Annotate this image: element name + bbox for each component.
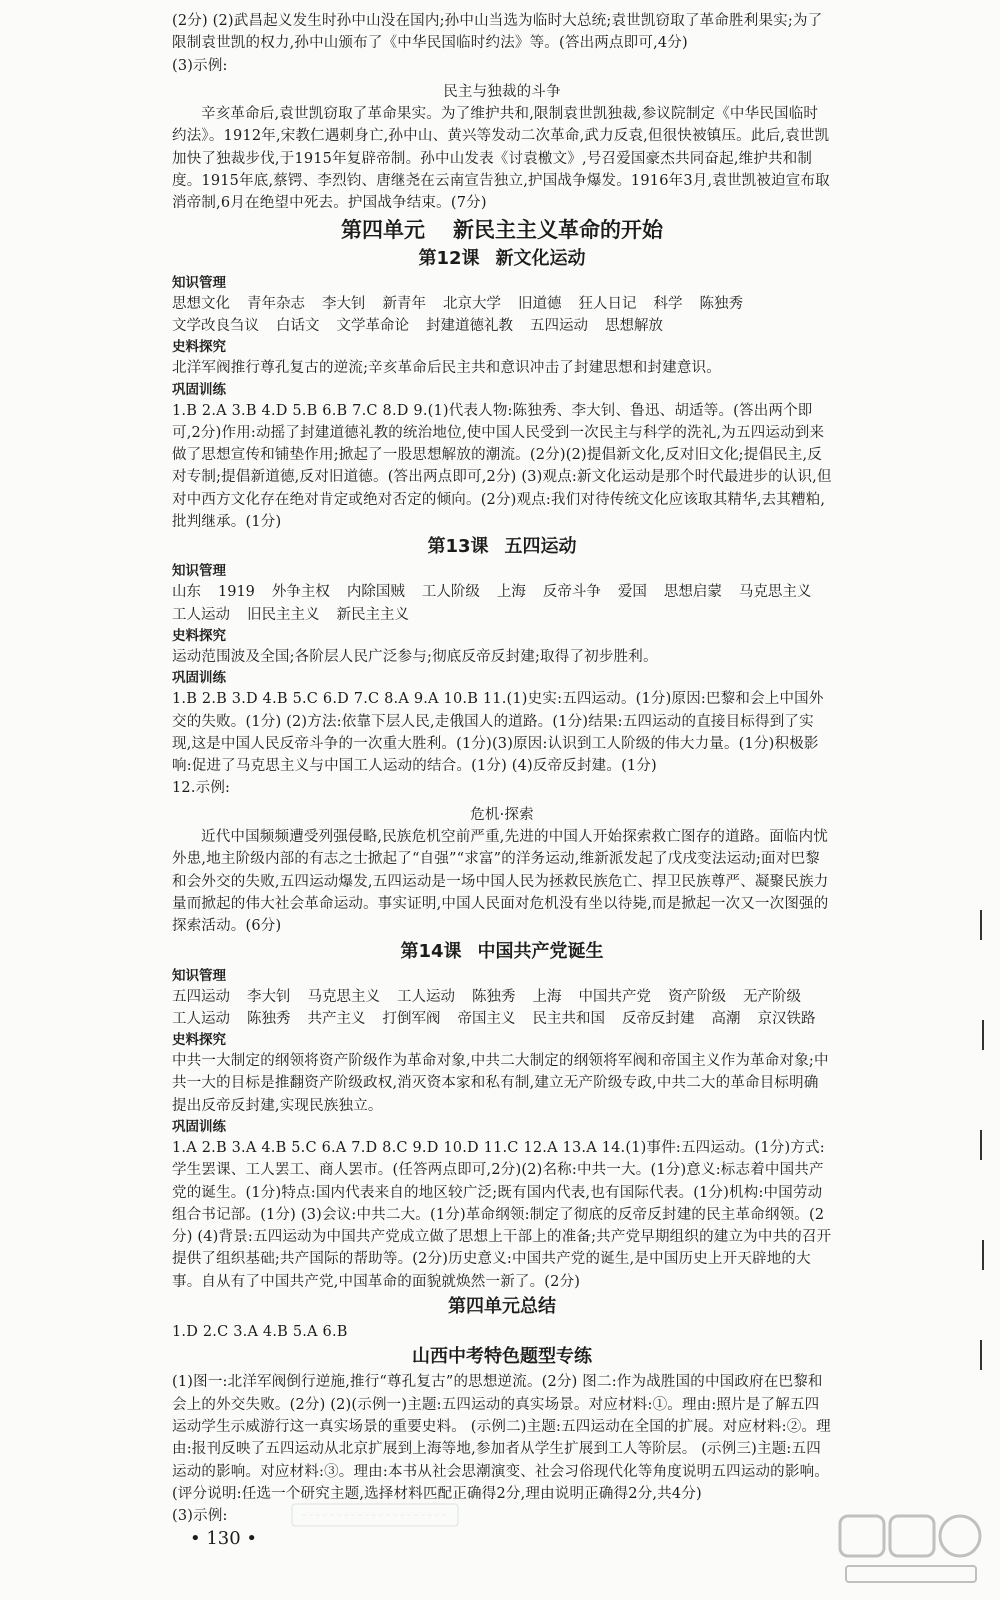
knowledge-term: 思想启蒙 <box>663 584 722 601</box>
special-exercise-example-label: (3)示例: <box>172 1508 228 1525</box>
knowledge-term: 1919 <box>218 584 255 601</box>
knowledge-term: 山东 <box>172 584 201 601</box>
knowledge-term: 旧民主主义 <box>247 606 320 623</box>
l14-practice-heading: 巩固训练 <box>172 1118 226 1135</box>
l12-terms <box>172 293 832 338</box>
knowledge-term: 陈独秀 <box>472 988 516 1005</box>
lesson-12-title: 第12课 新文化运动 <box>418 247 586 269</box>
l14-answers: 1.A 2.B 3.A 4.B 5.C 6.A 7.D 8.C 9.D 10.D 11.C 12.A 13.A 14.(1)事件:五四运动。(1分)方式:学生罢课、工人罢工、商人罢市。(任答两点即可,2分)(2)名称:中共一大。(1分)意义:标志着中国共产党的诞生。(1分)特点:国内代表来自的地区较广泛;既有国内代表,也有国际代表。(1分)机构:中国劳动组合书记部。(1分) (3)会议:中共二大。(1分)革命纲领:制定了彻底的反帝反封建的民主革命纲领。(2分) (4)背景:五四运动为中国共产党成立做了思想上干部上的准备;共产党早期组织的建立为中共的召开提供了组织基础;共产国际的帮助等。(2分)历史意义:中国共产党的诞生,是中国历史上开天辟地的大事。自从有了中国共产党,中国革命的面貌就焕然一新了。(2分) <box>172 1139 832 1290</box>
page-number: • 130 • <box>190 1528 258 1549</box>
l14-source-heading: 史料探究 <box>172 1032 226 1049</box>
knowledge-term: 白话文 <box>276 317 320 334</box>
knowledge-term: 新民主主义 <box>336 606 409 623</box>
l12-knowledge-heading: 知识管理 <box>172 274 226 291</box>
knowledge-term: 中国共产党 <box>578 988 651 1005</box>
essay-text-2: 近代中国频频遭受列强侵略,民族危机空前严重,先进的中国人开始探索救亡图存的道路。面临内忧外患,地主阶级内部的有志之士掀起了“自强”“求富”的洋务运动,维新派发起了戊戌变法运动;面对巴黎和会外交的失败,五四运动爆发,五四运动是一场中国人民为拯救民族危亡、捍卫民族尊严、凝聚民族力量而掀起的伟大社会革命运动。事实证明,中国人民面对危机没有坐以待毙,而是掀起一次又一次图强的探索活动。(6分) <box>172 829 829 935</box>
l13-answers: 1.B 2.B 3.D 4.B 5.C 6.D 7.C 8.A 9.A 10.B 11.(1)史实:五四运动。(1分)原因:巴黎和会上中国外交的失败。(1分) (2)方法:依靠下层人民,走俄国人的道路。(1分)结果:五四运动的直接目标得到了实现,这是中国人民反帝斗争的一次重大胜利。(1分)(3)原因:认识到工人阶级的伟大力量。(1分)积极影响:促进了马克思主义与中国工人运动的结合。(1分) (4)反帝反封建。(1分) <box>172 691 824 775</box>
l13-source-text: 运动范围波及全国;各阶层人民广泛参与;彻底反帝反封建;取得了初步胜利。 <box>172 648 658 665</box>
knowledge-term: 狂人日记 <box>578 295 637 312</box>
knowledge-term: 马克思主义 <box>738 584 812 601</box>
knowledge-term: 上海 <box>496 584 526 601</box>
prev-answer-text: (2分) (2)武昌起义发生时孙中山没在国内;孙中山当选为临时大总统;袁世凯窃取了革命胜利果实;为了限制袁世凯的权力,孙中山颁布了《中华民国临时约法》等。(答出两点即可,4分) <box>172 13 823 52</box>
l12-practice-heading: 巩固训练 <box>172 381 226 398</box>
l13-practice-heading: 巩固训练 <box>172 670 226 687</box>
knowledge-term: 工人运动 <box>397 988 455 1005</box>
knowledge-term: 文学改良刍议 <box>172 317 259 334</box>
knowledge-term: 反帝反封建 <box>622 1010 695 1027</box>
l12-source-heading: 史料探究 <box>172 339 226 356</box>
knowledge-term: 帝国主义 <box>457 1010 516 1027</box>
knowledge-term: 工人阶级 <box>421 584 480 601</box>
essay-text-1: 辛亥革命后,袁世凯窃取了革命果实。为了维护共和,限制袁世凯独裁,参议院制定《中华民国临时约法》。1912年,宋教仁遇刺身亡,孙中山、黄兴等发动二次革命,武力反袁,但很快被镇压。此后,袁世凯加快了独裁步伐,于1915年复辟帝制。孙中山发表《讨袁檄文》,号召爱国豪杰共同奋起,维护共和制度。1915年底,蔡锷、李烈钧、唐继尧在云南宣告独立,护国战争爆发。1916年3月,袁世凯被迫宣布取消帝制,6月在绝望中死去。护国战争结束。(7分) <box>172 106 830 212</box>
knowledge-term: 科学 <box>653 295 683 312</box>
knowledge-term: 高潮 <box>711 1010 741 1027</box>
knowledge-term: 京汉铁路 <box>757 1010 816 1027</box>
knowledge-term: 北京大学 <box>443 295 501 312</box>
l12-answers: 1.B 2.A 3.B 4.D 5.B 6.B 7.C 8.D 9.(1)代表人物:陈独秀、李大钊、鲁迅、胡适等。(答出两个即可,2分)作用:动摇了封建道德礼教的统治地位,使中国人民受到一次民主与科学的洗礼,为五四运动到来做了思想宣传和铺垫作用;掀起了一股思想解放的潮流。(2分)(2)提倡新文化,反对旧文化;提倡民主,反对专制;提倡新道德,反对旧道德。(答出两点即可,2分) (3)观点:新文化运动是那个时代最进步的认识,但对中西方文化存在绝对肯定或绝对否定的倾向。(2分)观点:我们对待传统文化应该取其精华,去其糟粕,批判继承。(1分) <box>172 402 832 531</box>
unit-title: 第四单元 新民主主义革命的开始 <box>341 217 663 242</box>
l12-source-text: 北洋军阀推行尊孔复古的逆流;辛亥革命后民主共和意识冲击了封建思想和封建意识。 <box>172 360 721 377</box>
unit-summary-answers: 1.D 2.C 3.A 4.B 5.A 6.B <box>172 1324 348 1341</box>
knowledge-term: 反帝斗争 <box>542 584 601 601</box>
essay-title-2: 危机·探索 <box>470 806 534 823</box>
knowledge-term: 外争主权 <box>271 584 330 601</box>
knowledge-term: 陈独秀 <box>699 295 743 312</box>
l14-knowledge-heading: 知识管理 <box>172 967 226 984</box>
knowledge-term: 文学革命论 <box>336 317 409 334</box>
l13-q12-label: 12.示例: <box>172 780 231 797</box>
knowledge-term: 思想解放 <box>605 317 663 334</box>
knowledge-term: 五四运动 <box>172 988 230 1005</box>
l13-knowledge-heading: 知识管理 <box>172 563 226 580</box>
special-exercise-title: 山西中考特色题型专练 <box>412 1346 592 1368</box>
knowledge-term: 青年杂志 <box>247 295 305 312</box>
knowledge-term: 李大钊 <box>322 295 366 312</box>
knowledge-term: 新青年 <box>382 295 426 312</box>
knowledge-term: 封建道德礼教 <box>426 317 513 334</box>
knowledge-term: 爱国 <box>617 584 647 601</box>
lesson-13-title: 第13课 五四运动 <box>427 536 577 558</box>
l14-source-text: 中共一大制定的纲领将资产阶级作为革命对象,中共二大制定的纲领将军阀和帝国主义作为革命对象;中共一大的目标是推翻资产阶级政权,消灭资本家和私有制,建立无产阶级专政,中共二大的革命目标明确提出反帝反封建,实现民族独立。 <box>172 1053 829 1114</box>
knowledge-term: 民主共和国 <box>532 1010 605 1027</box>
faint-stamp-logo <box>290 1500 460 1530</box>
knowledge-term: 李大钊 <box>247 988 291 1005</box>
knowledge-term: 旧道德 <box>518 295 562 312</box>
watermark-logo <box>836 1510 986 1590</box>
knowledge-term: 陈独秀 <box>247 1010 291 1027</box>
knowledge-term: 上海 <box>532 988 562 1005</box>
knowledge-term: 打倒军阀 <box>382 1010 441 1027</box>
knowledge-term: 共产主义 <box>307 1010 366 1027</box>
page-edge-marks <box>975 900 995 1400</box>
essay-title-1: 民主与独裁的斗争 <box>443 83 561 100</box>
unit-summary-title: 第四单元总结 <box>448 1296 556 1318</box>
knowledge-term: 工人运动 <box>172 1010 230 1027</box>
knowledge-term: 工人运动 <box>172 606 230 623</box>
l13-terms <box>172 581 832 626</box>
knowledge-term: 资产阶级 <box>668 988 726 1005</box>
answer-page <box>172 10 832 1527</box>
special-exercise-text: (1)图一:北洋军阀倒行逆施,推行“尊孔复古”的思想逆流。(2分) 图二:作为战胜国的中国政府在巴黎和会上的外交失败。(2分) (2)(示例一)主题:五四运动的真实场景。对应材料:①。理由:照片是了解五四运动学生示威游行这一真实场景的重要史料。 (示例二)主题:五四运动在全国的扩展。对应材料:②。理由:报刊反映了五四运动从北京扩展到上海等地,参加者从学生扩展到工人等阶层。 (示例三)主题:五四运动的影响。对应材料:③。理由:本书从社会思潮演变、社会习俗现代化等角度说明五四运动的影响。(评分说明:任选一个研究主题,选择材料匹配正确得2分,理由说明正确得2分,共4分) <box>172 1374 831 1502</box>
lesson-14-title: 第14课 中国共产党诞生 <box>400 940 604 962</box>
l13-source-heading: 史料探究 <box>172 627 226 644</box>
l14-terms <box>172 986 832 1031</box>
knowledge-term: 五四运动 <box>530 317 588 334</box>
knowledge-term: 思想文化 <box>172 295 230 312</box>
knowledge-term: 马克思主义 <box>307 988 380 1005</box>
knowledge-term: 内除国贼 <box>346 584 405 601</box>
prev-example-label: (3)示例: <box>172 57 228 74</box>
knowledge-term: 无产阶级 <box>743 988 801 1005</box>
